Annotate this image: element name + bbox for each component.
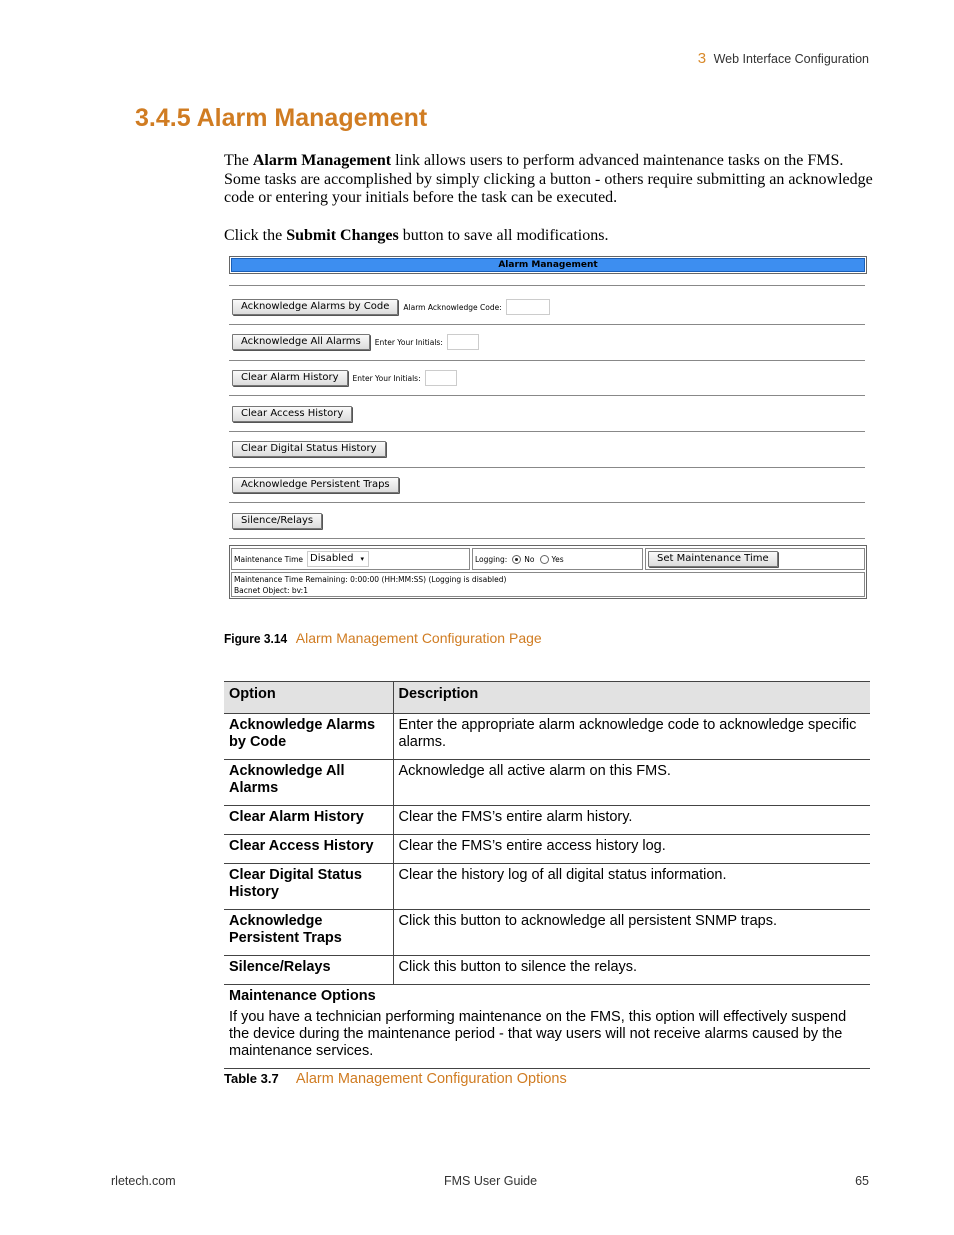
intro-paragraph (224, 152, 874, 208)
figure-caption (224, 630, 542, 646)
row-clear-alarm (232, 368, 457, 388)
table-row (224, 864, 870, 910)
figure-number: Figure 3.14 (224, 631, 288, 646)
description-cell: Clear the FMS’s entire alarm history. (393, 806, 870, 835)
maintenance-time-label: Maintenance Time (234, 554, 304, 564)
description-cell: Clear the history log of all digital status information. (393, 864, 870, 910)
footer-page-number: 65 (855, 1174, 869, 1188)
maintenance-options-text: If you have a technician performing maintenance on the FMS, this option will effectively suspend the device during the maintenance period - that way users will not receive alarms caused by the maintenance services. (229, 1009, 847, 1059)
table-header-row (224, 682, 870, 714)
acknowledge-alarms-by-code-button[interactable]: Acknowledge Alarms by Code (232, 299, 398, 315)
intro-bold-a: Alarm Management (252, 152, 392, 169)
option-cell: Clear Access History (224, 835, 393, 864)
initials-input[interactable] (425, 370, 457, 386)
options-table (224, 681, 870, 1069)
maintenance-panel (229, 545, 867, 599)
initials-label: Enter Your Initials: (352, 373, 421, 383)
clear-alarm-history-button[interactable]: Clear Alarm History (232, 370, 348, 386)
figure-caption-text: Alarm Management Configuration Page (295, 630, 542, 646)
row-clear-digital (232, 439, 386, 459)
maintenance-time-value: Disabled (310, 553, 354, 564)
figure-title-box (229, 256, 867, 274)
option-cell: Clear Alarm History (224, 806, 393, 835)
row-ack-traps (232, 475, 399, 495)
option-cell: Silence/Relays (224, 956, 393, 985)
ack-code-label: Alarm Acknowledge Code: (403, 302, 502, 312)
divider (229, 431, 865, 432)
description-cell: Enter the appropriate alarm acknowledge code to acknowledge specific alarms. (393, 714, 870, 760)
table-caption (224, 1071, 567, 1087)
logging-no-label: No (524, 554, 535, 564)
chapter-title: Web Interface Configuration (713, 52, 869, 66)
footer-guide-title: FMS User Guide (444, 1174, 538, 1188)
initials-input[interactable] (447, 334, 479, 350)
table-row (224, 760, 870, 806)
section-title: 3.4.5 Alarm Management (135, 104, 428, 132)
maintenance-options-cell (224, 985, 870, 1069)
option-cell: Acknowledge Alarms by Code (224, 714, 393, 760)
row-ack-code (232, 297, 550, 317)
logging-yes-radio[interactable] (540, 555, 549, 564)
table-row (224, 714, 870, 760)
set-maintenance-cell (645, 548, 865, 570)
clear-digital-status-history-button[interactable]: Clear Digital Status History (232, 441, 386, 457)
table-row (224, 806, 870, 835)
table-number: Table 3.7 (224, 1071, 279, 1086)
table-row (224, 910, 870, 956)
bacnet-object-text: Bacnet Object: bv:1 (234, 586, 308, 595)
description-cell: Acknowledge all active alarm on this FMS. (393, 760, 870, 806)
figure-title-bar: Alarm Management (231, 258, 865, 272)
page-header (698, 50, 869, 67)
intro-text-a: The (224, 152, 253, 169)
logging-label: Logging: (475, 554, 508, 564)
maintenance-options-row (224, 985, 870, 1069)
divider (229, 538, 865, 539)
row-clear-access (232, 404, 352, 424)
intro-text-b: link allows users to perform advanced maintenance tasks on the FMS. Some tasks are accomplished by simply clicking a button - others require submitting an acknowledge code or entering your initials before the task can be executed. (224, 152, 873, 206)
logging-cell (472, 548, 643, 570)
acknowledge-persistent-traps-button[interactable]: Acknowledge Persistent Traps (232, 477, 399, 493)
ack-code-input[interactable] (506, 299, 550, 315)
logging-no-radio[interactable] (512, 555, 521, 564)
row-silence (232, 511, 322, 531)
table-row (224, 835, 870, 864)
clear-access-history-button[interactable]: Clear Access History (232, 406, 352, 422)
option-cell: Acknowledge All Alarms (224, 760, 393, 806)
table-row (224, 956, 870, 985)
logging-yes-label: Yes (551, 554, 564, 564)
description-cell: Click this button to silence the relays. (393, 956, 870, 985)
set-maintenance-time-button[interactable]: Set Maintenance Time (648, 551, 778, 567)
divider (229, 395, 865, 396)
divider (229, 285, 865, 286)
row-ack-all (232, 332, 479, 352)
acknowledge-all-alarms-button[interactable]: Acknowledge All Alarms (232, 334, 370, 350)
maintenance-time-select[interactable] (307, 551, 369, 567)
divider (229, 467, 865, 468)
alarm-management-figure (229, 256, 869, 601)
submit-paragraph (224, 227, 874, 246)
divider (229, 360, 865, 361)
maintenance-remaining-text: Maintenance Time Remaining: 0:00:00 (HH:MM:SS) (Logging is disabled) (234, 575, 507, 584)
initials-label: Enter Your Initials: (374, 337, 443, 347)
column-header-option: Option (224, 682, 393, 714)
submit-text-a: Click the (224, 227, 287, 244)
table-caption-text: Alarm Management Configuration Options (295, 1071, 567, 1087)
maintenance-options-title: Maintenance Options (229, 988, 376, 1004)
divider (229, 502, 865, 503)
dropdown-arrow-icon: ▾ (360, 555, 365, 563)
column-header-description: Description (393, 682, 870, 714)
submit-text-b: button to save all modifications. (398, 227, 609, 244)
maintenance-time-cell (231, 548, 470, 570)
submit-bold: Submit Changes (286, 227, 399, 244)
option-cell: Acknowledge Persistent Traps (224, 910, 393, 956)
option-cell: Clear Digital Status History (224, 864, 393, 910)
maintenance-status-cell (231, 572, 865, 597)
chapter-number: 3 (697, 50, 707, 67)
divider (229, 324, 865, 325)
description-cell: Clear the FMS’s entire access history log. (393, 835, 870, 864)
silence-relays-button[interactable]: Silence/Relays (232, 513, 322, 529)
footer-website: rletech.com (111, 1174, 176, 1188)
description-cell: Click this button to acknowledge all persistent SNMP traps. (393, 910, 870, 956)
